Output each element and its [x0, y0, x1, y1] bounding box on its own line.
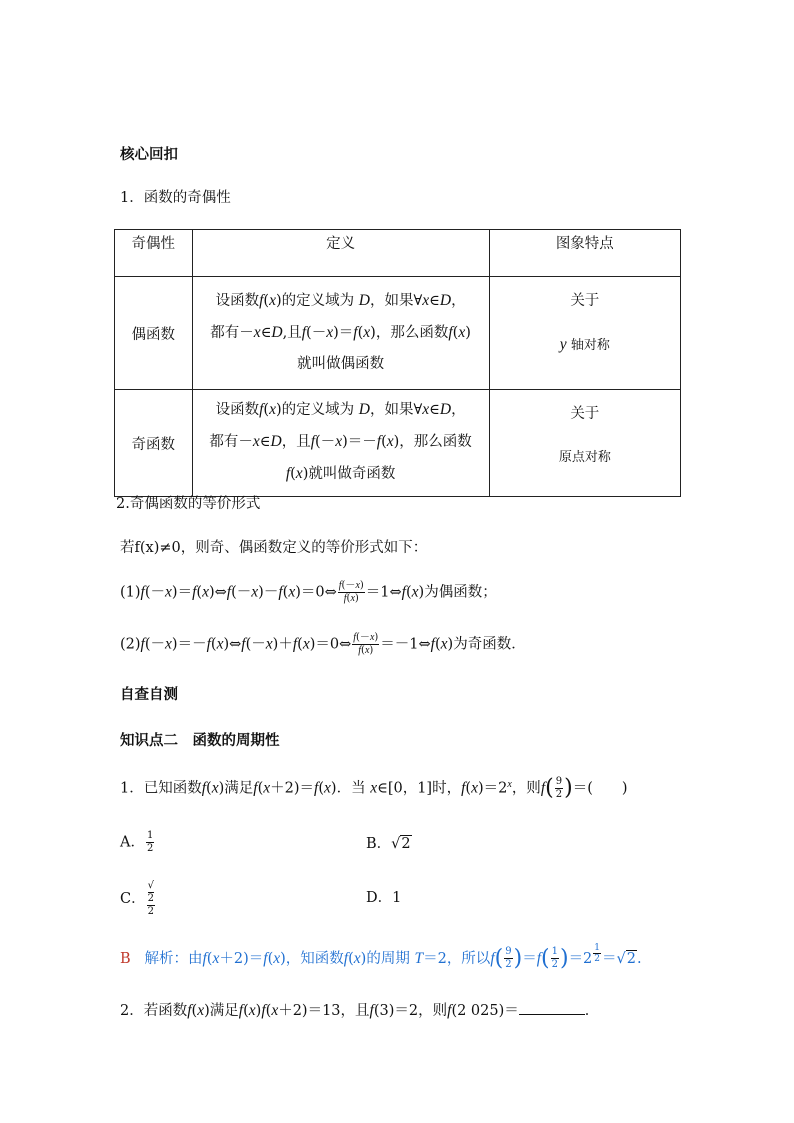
- item-title-parity: 1．函数的奇偶性: [120, 190, 231, 206]
- equivalent-forms-intro: 若f(x)≠0，则奇、偶函数定义的等价形式如下：: [120, 540, 428, 556]
- option-b: B．√2: [366, 836, 411, 852]
- knowledge-point-heading: 知识点二 函数的周期性: [120, 732, 280, 749]
- section-heading-self-check: 自查自测: [120, 686, 178, 703]
- even-function-definition: 设函数f(x)的定义域为 D，如果∀x∈D， 都有－x∈D,且f(－x)＝f(x)，那么函数f(x) 就叫做偶函数: [192, 277, 489, 390]
- section-heading-core-review: 核心回扣: [120, 146, 178, 163]
- question-2: 2．若函数f(x)满足f(x)f(x＋2)＝13，且f(3)＝2，则f(2 025)＝ ．: [120, 1002, 600, 1019]
- item-title-equivalent-forms: 2.奇偶函数的等价形式: [116, 496, 261, 512]
- option-a: A． $\frac{1}{2}$: [120, 830, 154, 854]
- formula-odd-equivalent: (2)f(－x)＝－f(x)⇔f(－x)＋f(x)＝0⇔ $\frac{f(-x)}{f(x)}$ ＝－1⇔f(x)为奇函数．: [120, 632, 526, 656]
- even-function-feature: 关于 y 轴对称: [489, 277, 680, 390]
- question-1: 1．已知函数f(x)满足f(x＋2)＝f(x)．当 x∈[0，1]时，$f(x)=2^x$，则f( $\frac{9}{2}$ )＝( ): [120, 775, 628, 801]
- parity-table: [114, 229, 681, 497]
- solution-label: 解析: [144, 950, 174, 967]
- odd-function-feature: 关于 原点对称: [489, 390, 680, 497]
- odd-function-name: 奇函数: [115, 390, 193, 497]
- formula-even-equivalent: (1)f(－x)＝f(x)⇔f(－x)－f(x)＝0⇔ $\frac{f(-x)}{f(x)}$ ＝1⇔f(x)为偶函数；: [120, 580, 497, 604]
- answer-blank[interactable]: [519, 1000, 585, 1015]
- table-row-even: [115, 277, 681, 390]
- option-d: D．1: [366, 890, 402, 906]
- table-header-graph-feature: 图象特点: [489, 230, 680, 277]
- solution-answer: B: [120, 950, 131, 967]
- option-c: C． √ 2 2: [120, 880, 154, 917]
- even-function-name: 偶函数: [115, 277, 193, 390]
- solution-1: B 解析：由f(x＋2)＝f(x)，知函数f(x)的周期 T＝2，所以f( $\frac{9}{2}$ )＝f( $\frac{1}{2}$ )＝2 $^{\frac{1}{2}}$ ＝√2.: [120, 943, 642, 971]
- odd-function-definition: 设函数f(x)的定义域为 D，如果∀x∈D， 都有－x∈D，且f(－x)＝－f(x)，那么函数 f(x)就叫做奇函数: [192, 390, 489, 497]
- table-header-definition: 定义: [192, 230, 489, 277]
- table-header-parity: 奇偶性: [115, 230, 193, 277]
- table-row-odd: [115, 390, 681, 497]
